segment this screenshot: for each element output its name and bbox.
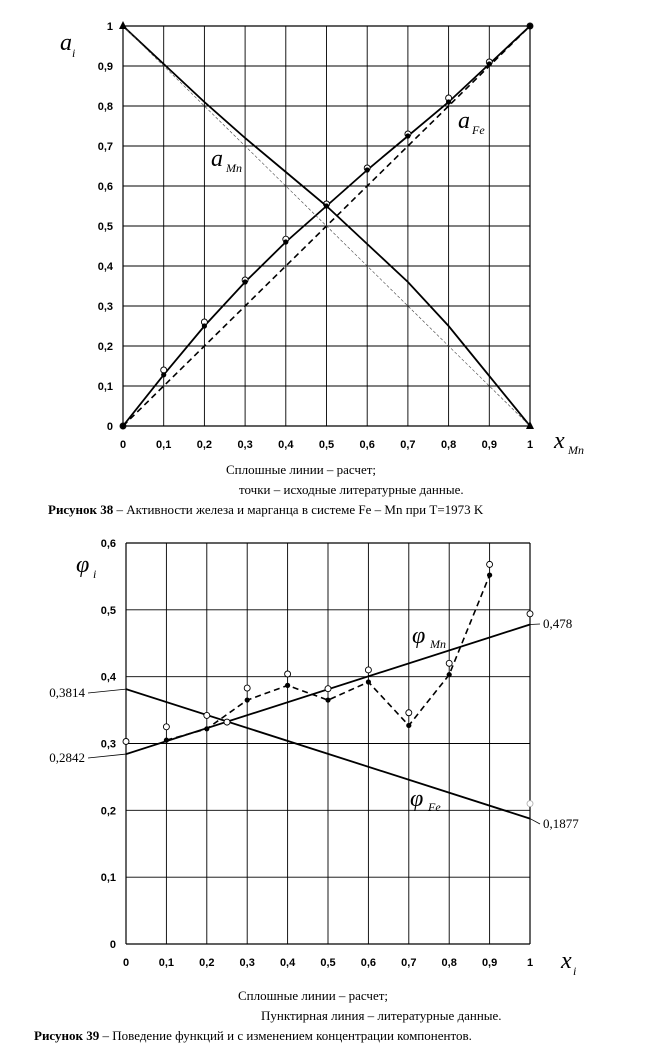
chart2-point-open — [527, 801, 533, 807]
chart2-x-tick-label: 0,6 — [360, 957, 377, 969]
chart1-y-tick-label: 0,3 — [97, 301, 113, 313]
chart2-label-phiFe-sub: Fe — [428, 800, 441, 814]
chart1-x-tick-label: 0,3 — [237, 439, 253, 451]
chart2-y-tick-label: 0,1 — [100, 872, 116, 885]
chart-activities — [48, 21, 584, 517]
chart1-label-aMn: a — [211, 146, 223, 172]
chart1-point-filled — [161, 372, 166, 377]
chart1-x-tick-label: 0,4 — [278, 439, 294, 451]
chart2-point-open — [285, 671, 291, 677]
chart2-x-tick-label: 0 — [122, 957, 130, 969]
chart2-point-filled — [325, 697, 330, 702]
chart2-y-axis-symbol: φ — [76, 552, 90, 578]
chart2-annotation-label: 0,478 — [543, 616, 573, 631]
chart2-point-filled — [447, 672, 452, 677]
chart2-point-filled — [406, 723, 411, 728]
chart1-point-filled — [405, 133, 410, 138]
chart-phi-functions — [34, 538, 579, 1043]
chart2-y-tick-label: 0,3 — [100, 738, 116, 751]
chart2-x-tick-label: 0,9 — [481, 957, 498, 969]
chart2-annotation-leader — [530, 819, 540, 824]
chart2-annotations — [49, 616, 579, 831]
chart2-y-ticks — [101, 538, 117, 951]
chart1-end-marker — [119, 21, 127, 29]
chart1-x-tick-label: 0,9 — [481, 439, 497, 451]
chart2-label-phiFe: φ — [410, 786, 424, 812]
chart2-point-open — [224, 719, 230, 725]
chart2-y-tick-label: 0 — [109, 939, 116, 951]
chart1-y-tick-label: 0,4 — [97, 261, 113, 273]
chart1-y-tick-label: 0,1 — [97, 381, 113, 393]
chart2-annotation-leader — [88, 689, 126, 693]
chart1-x-tick-label: 0,6 — [359, 439, 375, 451]
chart2-x-ticks — [123, 957, 533, 969]
chart1-x-tick-label: 0,2 — [196, 439, 213, 451]
chart2-y-tick-label: 0,5 — [100, 604, 116, 617]
chart2-annotation-leader — [530, 624, 540, 625]
chart1-y-tick-label: 0,7 — [97, 141, 113, 153]
chart2-y-tick-label: 0,2 — [100, 805, 116, 818]
chart1-x-tick-label: 0,5 — [318, 439, 335, 451]
chart1-y-axis-symbol: a — [60, 30, 72, 56]
chart1-y-tick-label: 0,6 — [97, 181, 113, 193]
chart1-y-tick-label: 0,8 — [97, 101, 113, 113]
chart1-point-filled — [283, 239, 288, 244]
chart2-x-tick-label: 1 — [526, 957, 534, 969]
chart2-x-tick-label: 0,1 — [158, 957, 175, 969]
chart2-caption-1: Сплошные линии – расчет; — [238, 988, 389, 1003]
chart2-point-open — [123, 738, 129, 744]
chart1-point-filled — [365, 167, 370, 172]
chart1-point-filled — [202, 323, 207, 328]
chart2-point-open — [244, 685, 250, 691]
chart1-point-filled — [446, 99, 451, 104]
chart1-x-tick-label: 0,1 — [156, 439, 172, 451]
chart1-caption-1: Сплошные линии – расчет; — [226, 462, 377, 477]
chart2-point-filled — [285, 683, 290, 688]
chart2-point-open — [487, 561, 493, 567]
chart2-point-open — [527, 611, 533, 617]
chart1-y-tick-label: 0,9 — [97, 61, 113, 73]
chart2-y-tick-label: 0,4 — [100, 671, 116, 684]
chart1-y-tick-label: 0,2 — [97, 341, 113, 353]
chart1-caption-2: точки – исходные литературные данные. — [239, 482, 464, 497]
chart1-x-tick-label: 0,7 — [400, 439, 416, 451]
chart2-label-phiMn-sub: Mn — [430, 637, 446, 651]
chart2-grid — [126, 543, 530, 944]
chart2-x-tick-label: 0,7 — [401, 957, 417, 969]
chart2-point-open — [163, 724, 169, 730]
chart1-y-ticks — [98, 21, 114, 433]
chart2-point-open — [325, 686, 331, 692]
chart2-x-tick-label: 0,5 — [320, 957, 336, 969]
chart2-annotation-label: 0,1877 — [543, 816, 579, 831]
chart2-point-open — [446, 660, 452, 666]
chart2-annotation-label: 0,2842 — [49, 750, 85, 765]
chart1-x-tick-label: 0,8 — [440, 439, 457, 451]
chart2-point-filled — [366, 679, 371, 684]
chart2-x-axis-sub: i — [573, 964, 577, 978]
chart1-x-axis-sub: Mn — [568, 443, 584, 457]
chart1-label-aFe: a — [458, 108, 470, 134]
chart2-y-axis-sub: i — [93, 567, 97, 581]
chart2-point-open — [365, 667, 371, 673]
chart1-label-aFe-sub: Fe — [472, 123, 485, 137]
chart1-x-tick-label: 0 — [119, 439, 127, 451]
chart2-point-filled — [487, 572, 492, 577]
chart2-caption-2: Пунктирная линия – литературные данные. — [261, 1008, 502, 1023]
chart1-y-tick-label: 1 — [106, 21, 113, 33]
chart1-y-tick-label: 0 — [106, 421, 113, 433]
chart1-point-filled — [243, 279, 248, 284]
chart2-y-tick-label: 0,6 — [100, 538, 116, 550]
chart1-y-tick-label: 0,5 — [97, 221, 113, 233]
chart2-x-tick-label: 0,2 — [199, 957, 215, 969]
chart1-x-ticks — [120, 439, 533, 451]
chart2-point-filled — [164, 738, 169, 743]
chart1-point-open — [161, 367, 167, 373]
chart2-figure-title: Рисунок 39 – Поведение функций и с изменением концентрации компонентов. — [34, 1028, 472, 1043]
chart2-x-tick-label: 0,4 — [279, 957, 296, 969]
chart2-x-tick-label: 0,3 — [239, 957, 255, 969]
chart2-point-filled — [204, 726, 209, 731]
chart2-point-open — [406, 710, 412, 716]
chart1-figure-title: Рисунок 38 – Активности железа и марганца в системе Fe – Mn при T=1973 K — [48, 502, 484, 517]
chart2-annotation-leader — [88, 754, 126, 758]
chart2-x-tick-label: 0,8 — [441, 957, 457, 969]
chart1-y-axis-sub: i — [72, 46, 76, 60]
chart2-point-open — [204, 712, 210, 718]
chart2-annotation-label: 0,3814 — [49, 685, 85, 700]
chart1-label-aMn-sub: Mn — [226, 161, 242, 175]
chart2-label-phiMn: φ — [412, 623, 426, 649]
chart2-point-filled — [245, 697, 250, 702]
chart1-x-tick-label: 1 — [526, 439, 534, 451]
chart1-x-axis-symbol: x — [554, 428, 565, 454]
chart2-x-axis-symbol: x — [561, 948, 572, 974]
